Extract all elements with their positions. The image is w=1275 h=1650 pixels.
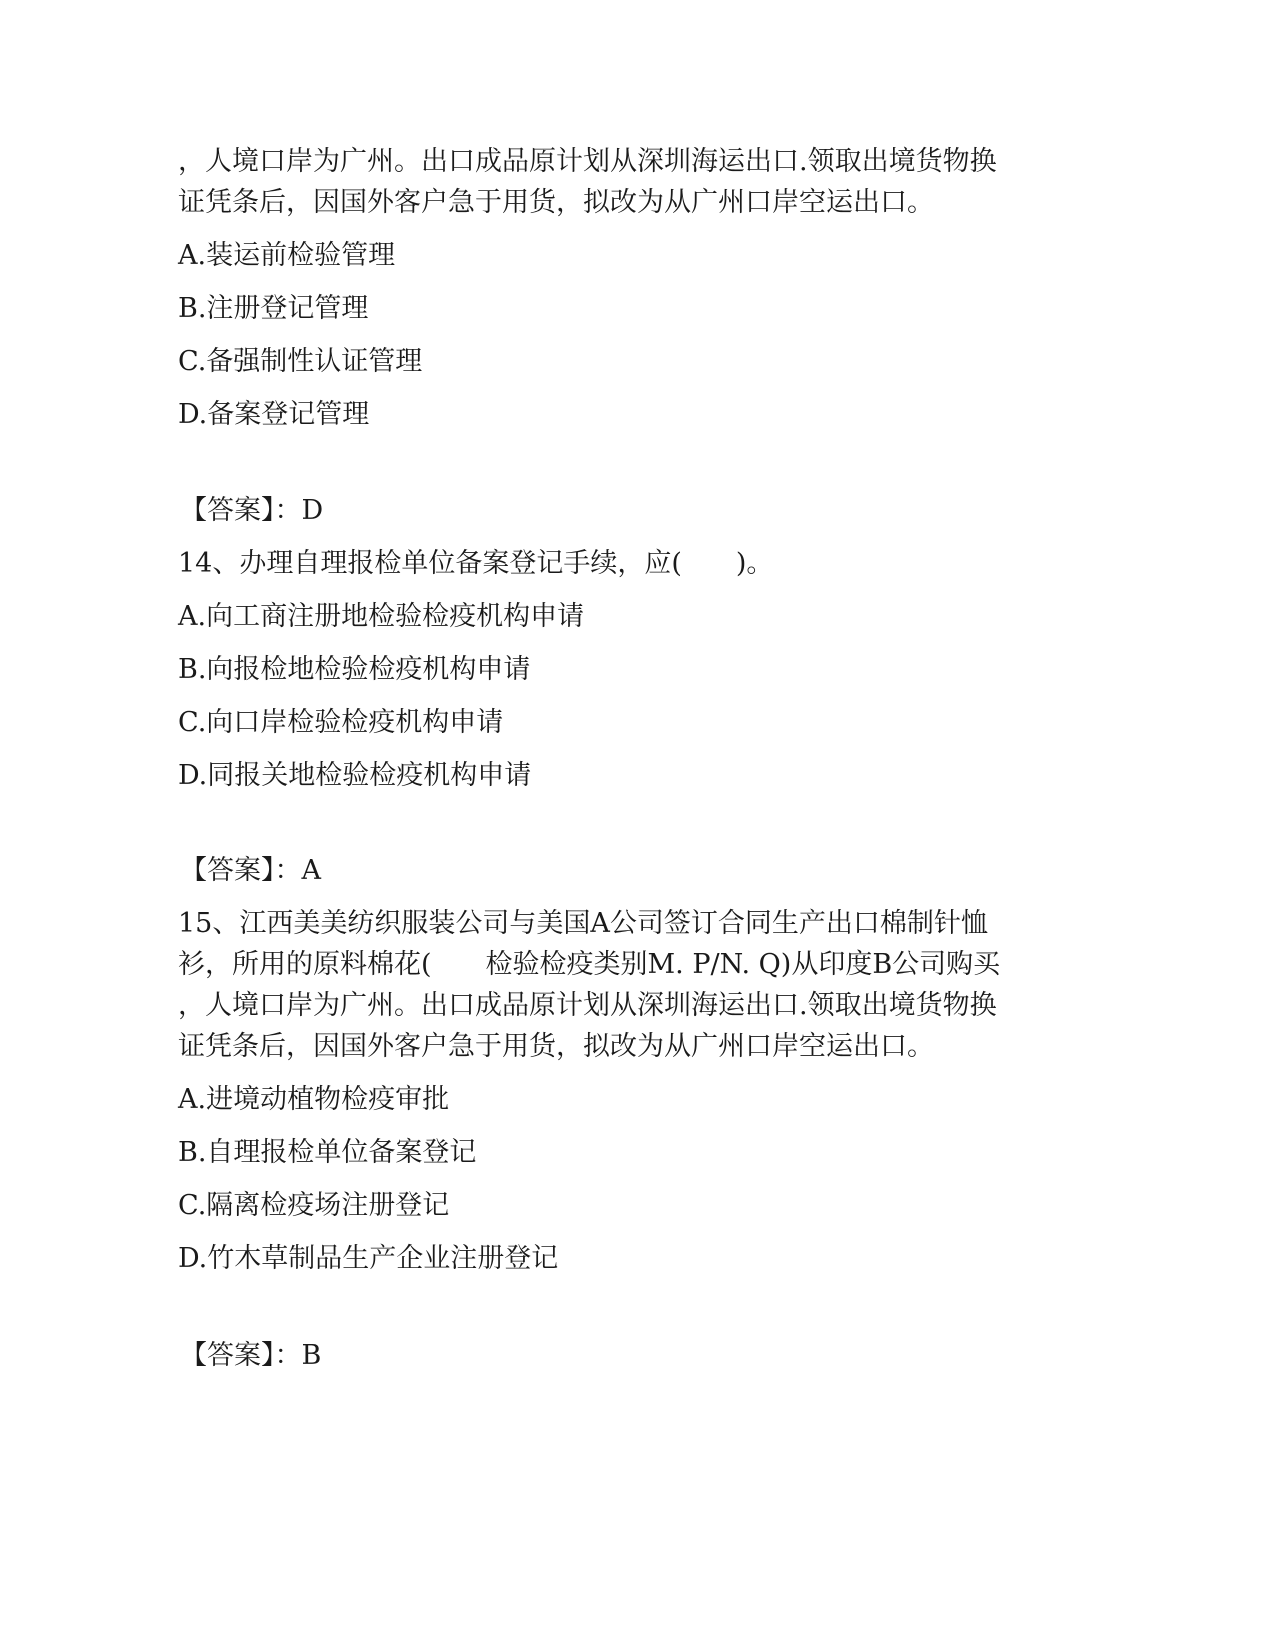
option-c: C.向口岸检验检疫机构申请	[178, 707, 504, 738]
question-stem-line: ，人境口岸为广州。出口成品原计划从深圳海运出口.领取出境货物换	[178, 146, 997, 177]
option-d: D.备案登记管理	[178, 399, 370, 430]
option-b: B.自理报检单位备案登记	[178, 1137, 477, 1168]
option-b: B.向报检地检验检疫机构申请	[178, 654, 531, 685]
question-stem-line: 证凭条后，因国外客户急于用货，拟改为从广州口岸空运出口。	[178, 1031, 934, 1062]
answer-line: 【答案】：B	[180, 1340, 322, 1371]
question-stem-line: 14、办理自理报检单位备案登记手续，应( )。	[178, 548, 774, 579]
question-stem-line: 衫，所用的原料棉花( 检验检疫类别M. P/N. Q)从印度B公司购买	[178, 949, 1001, 980]
option-b: B.注册登记管理	[178, 293, 369, 324]
question-stem-line: ，人境口岸为广州。出口成品原计划从深圳海运出口.领取出境货物换	[178, 990, 997, 1021]
answer-line: 【答案】：A	[180, 855, 321, 886]
option-a: A.装运前检验管理	[178, 240, 396, 271]
option-a: A.进境动植物检疫审批	[178, 1084, 450, 1115]
option-c: C.隔离检疫场注册登记	[178, 1190, 450, 1221]
option-d: D.竹木草制品生产企业注册登记	[178, 1243, 559, 1274]
option-c: C.备强制性认证管理	[178, 346, 423, 377]
answer-line: 【答案】：D	[180, 495, 324, 526]
option-a: A.向工商注册地检验检疫机构申请	[178, 601, 585, 632]
question-stem-line: 15、江西美美纺织服装公司与美国A公司签订合同生产出口棉制针恤	[178, 908, 988, 939]
option-d: D.同报关地检验检疫机构申请	[178, 760, 532, 791]
question-stem-line: 证凭条后，因国外客户急于用货，拟改为从广州口岸空运出口。	[178, 187, 934, 218]
